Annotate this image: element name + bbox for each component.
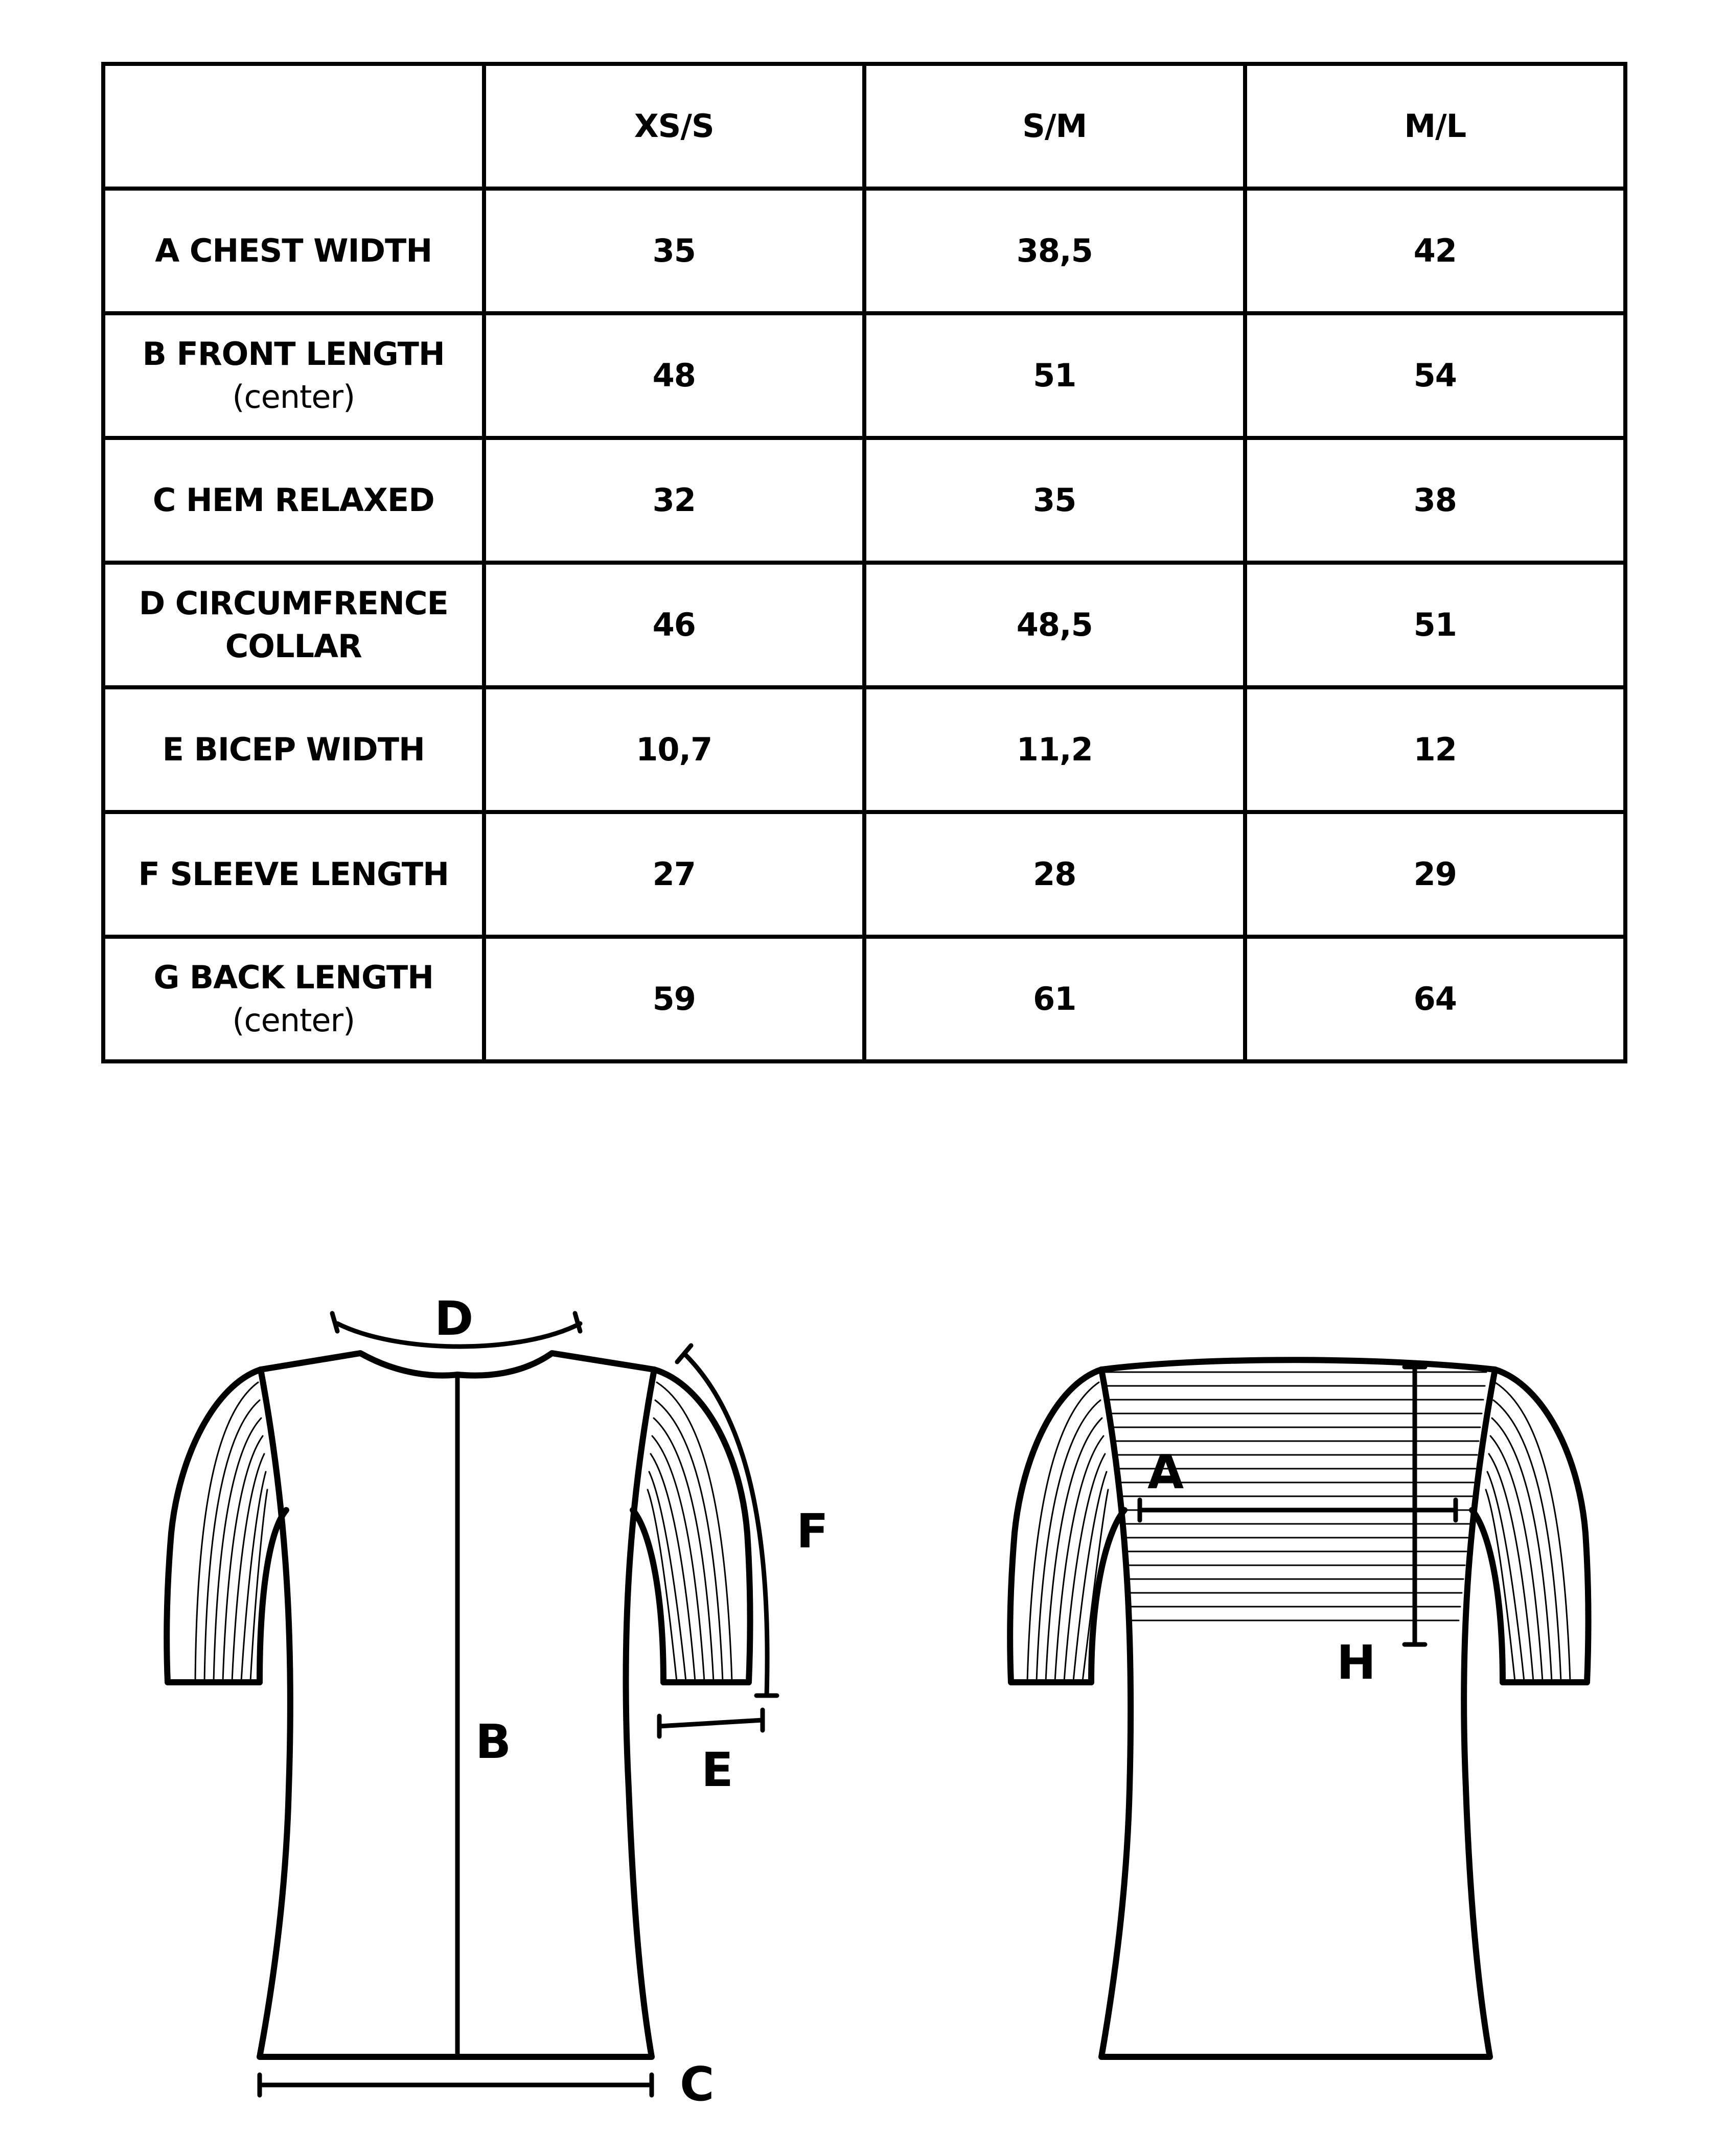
measure-e-bicep — [659, 1710, 763, 1736]
front-view — [167, 1313, 777, 2095]
row-label-text: C HEM RELAXED — [152, 481, 434, 519]
row-label-text: G BACK LENGTH — [153, 959, 434, 996]
row-label-sub: COLLAR — [225, 628, 362, 665]
cell-value: 42 — [1245, 189, 1626, 313]
garment-diagram — [0, 1206, 1725, 2156]
measure-b-front-length — [447, 1375, 468, 2057]
label-h: H — [1337, 1635, 1376, 1690]
row-label — [103, 563, 484, 687]
label-d: D — [434, 1291, 474, 1346]
header-m-l: M/L — [1245, 64, 1626, 189]
label-c: C — [680, 2057, 715, 2112]
row-label-sub: (center) — [232, 1002, 355, 1039]
label-e: E — [701, 1743, 733, 1797]
row-label — [103, 812, 484, 937]
cell-value: 38,5 — [864, 189, 1245, 313]
row-label-text: F SLEEVE LENGTH — [138, 855, 449, 893]
cell-value: 48,5 — [864, 563, 1245, 687]
row-label — [103, 189, 484, 313]
cell-value: 11,2 — [864, 687, 1245, 812]
label-b: B — [475, 1714, 512, 1769]
table-row — [103, 687, 1625, 812]
cell-value: 35 — [484, 189, 865, 313]
cell-value: 38 — [1245, 438, 1626, 563]
cell-value: 29 — [1245, 812, 1626, 937]
label-a: A — [1147, 1445, 1184, 1499]
row-label-text: A CHEST WIDTH — [155, 232, 432, 269]
measure-c-hem — [260, 2075, 652, 2095]
table-row — [103, 189, 1625, 313]
cell-value: 12 — [1245, 687, 1626, 812]
header-empty-cell — [103, 64, 484, 189]
back-view — [1010, 1360, 1588, 2057]
header-xs-s: XS/S — [484, 64, 865, 189]
row-label-text: E BICEP WIDTH — [162, 731, 425, 768]
cell-value: 35 — [864, 438, 1245, 563]
table-row — [103, 563, 1625, 687]
table-header-row — [103, 64, 1625, 189]
label-f: F — [796, 1504, 829, 1559]
cell-value: 51 — [1245, 563, 1626, 687]
back-left-sleeve-ribs — [1027, 1382, 1108, 1681]
cell-value: 51 — [864, 313, 1245, 438]
cell-value: 48 — [484, 313, 865, 438]
table-row — [103, 812, 1625, 937]
measure-a-chest — [1140, 1500, 1456, 1520]
size-chart-table — [101, 62, 1627, 1063]
row-label — [103, 687, 484, 812]
cell-value: 59 — [484, 937, 865, 1061]
measure-h — [1405, 1367, 1425, 1644]
row-label-sub: (center) — [232, 378, 355, 415]
cell-value: 28 — [864, 812, 1245, 937]
row-label — [103, 313, 484, 438]
table-row — [103, 438, 1625, 563]
cell-value: 64 — [1245, 937, 1626, 1061]
table-row — [103, 313, 1625, 438]
table-row — [103, 937, 1625, 1061]
cell-value: 10,7 — [484, 687, 865, 812]
cell-value: 46 — [484, 563, 865, 687]
row-label — [103, 937, 484, 1061]
cell-value: 32 — [484, 438, 865, 563]
row-label-text: B FRONT LENGTH — [142, 335, 445, 373]
cell-value: 54 — [1245, 313, 1626, 438]
cell-value: 27 — [484, 812, 865, 937]
row-label — [103, 438, 484, 563]
row-label-text: D CIRCUMFRENCE — [139, 585, 448, 622]
header-s-m: S/M — [864, 64, 1245, 189]
cell-value: 61 — [864, 937, 1245, 1061]
front-left-sleeve-ribs — [195, 1382, 267, 1681]
